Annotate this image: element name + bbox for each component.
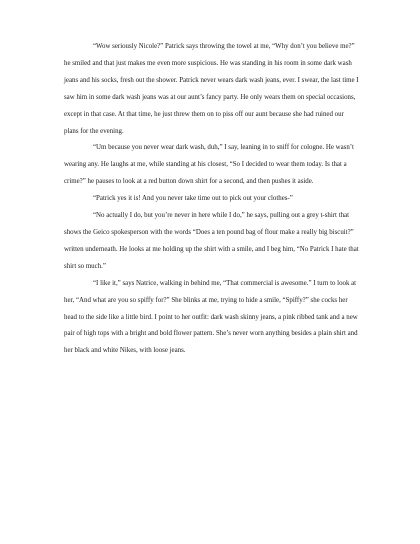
paragraph: “Patrick yes it is! And you never take time out to pick out your clothes-” [93,195,293,203]
paragraph: “I like it,” says Natrice, walking in behind me, “That commercial is awesome.” I turn to look at her, “And what are you so spiffy for?” She blinks at me, trying to hide a smile, “Spiffy?” she cocks her head to the side like a little bird. I point to her outfit: dark wash skinny jeans, a pink ribbed tank and a new pair of high tops with a bright and bold flower pattern. She’s never worn anything besides a plain shirt and her black and white Nikes, with loose jeans. [64,279,358,355]
paragraph: “Wow seriously Nicole?” Patrick says throwing the towel at me, “Why don’t you believe me?” he smiled and that just makes me even more suspicious. He was standing in his room in some dark wash jeans and his socks, fresh out the shower. Patrick never wears dark wash jeans, ever. I swear, the last time I saw him in some dark wash jeans was at our aunt’s fancy party. He only wears them on special occasions, except in that case. At that time, he just threw them on to piss off our aunt because she had ruined our plans for the evening. [64,43,359,135]
paragraph: “Um because you never wear dark wash, duh,” I say, leaning in to sniff for cologne. He wasn’t wearing any. He laughs at me, while standing at his closest, “So I decided to wear them today. Is that a crime?” he pauses to look at a red button down shirt for a second, and then pushes it aside. [64,144,354,186]
story-text [64,39,360,360]
paragraph: “No actually I do, but you’re never in here while I do,” he says, pulling out a grey t-shirt that shows the Geico spokesperson with the words “Does a ten pound bag of flour make a really big biscuit?” written underneath. He looks at me holding up the shirt with a smile, and I beg him, “No Patrick I hate that shirt so much.” [64,212,359,270]
